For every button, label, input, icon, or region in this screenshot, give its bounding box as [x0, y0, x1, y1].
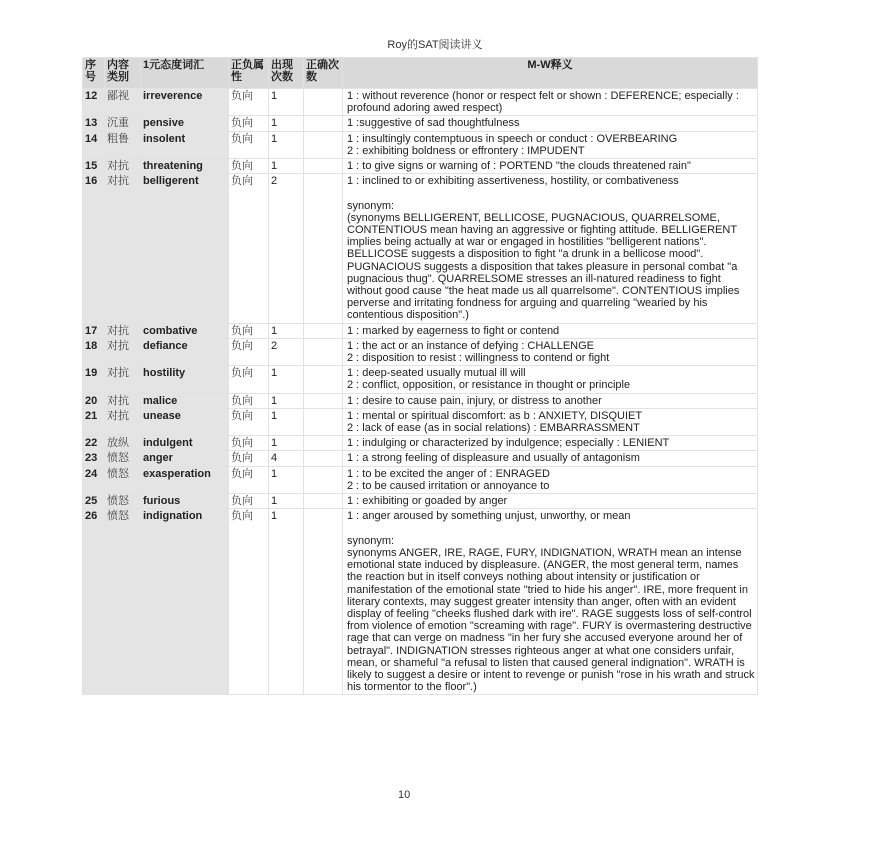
correct-count-cell [304, 131, 343, 158]
category-cell: 愤怒 [105, 466, 141, 493]
definition-cell: 1 : insultingly contemptuous in speech or conduct : OVERBEARING 2 : exhibiting boldness or effrontery : IMPUDENT [343, 131, 758, 158]
correct-count-cell [304, 338, 343, 365]
document-title: Roy的SAT阅读讲义 [387, 39, 483, 51]
correct-count-cell [304, 451, 343, 466]
row-number-cell: 12 [83, 89, 105, 116]
table-row [83, 174, 758, 323]
polarity-cell: 负向 [229, 338, 269, 365]
definition-cell: 1 : exhibiting or goaded by anger [343, 494, 758, 509]
definition-cell: 1 : inclined to or exhibiting assertiveness, hostility, or combativeness synonym: (synonyms BELLIGERENT, BELLICOSE, PUGNACIOUS, QUARRELSOME, CONTENTIOUS mean having an aggressive or fighting attitude. BELLIGERENT implies being actually at war or engaged in hostilities "belligerent nations". BELLICOSE suggests a disposition to fight "a drunk in a bellicose mood". PUGNACIOUS suggests a disposition that takes pleasure in personal combat "a pugnacious thug". QUARRELSOME stresses an ill-natured readiness to fight without good cause "the heat made us all quarrelsome". CONTENTIOUS implies perverse and irritating fondness for arguing and quarreling "wearied by his contentious disposition".) [343, 174, 758, 323]
occurrences-cell: 1 [269, 466, 304, 493]
correct-count-cell [304, 436, 343, 451]
category-cell: 愤怒 [105, 509, 141, 695]
definition-cell: 1 : desire to cause pain, injury, or distress to another [343, 393, 758, 408]
correct-count-cell [304, 159, 343, 174]
correct-count-cell [304, 323, 343, 338]
polarity-cell: 负向 [229, 323, 269, 338]
definition-cell: 1 : to give signs or warning of : PORTEND "the clouds threatened rain" [343, 159, 758, 174]
correct-count-cell [304, 466, 343, 493]
word-cell: indulgent [141, 436, 229, 451]
occurrences-cell: 1 [269, 159, 304, 174]
category-cell: 沉重 [105, 116, 141, 131]
table-row [83, 89, 758, 116]
correct-count-cell [304, 116, 343, 131]
category-cell: 愤怒 [105, 451, 141, 466]
definition-cell: 1 : deep-seated usually mutual ill will 2 : conflict, opposition, or resistance in thought or principle [343, 366, 758, 393]
page-number: 10 [398, 789, 411, 801]
row-number-cell: 13 [83, 116, 105, 131]
occurrences-cell: 1 [269, 494, 304, 509]
row-number-cell: 16 [83, 174, 105, 323]
correct-count-cell [304, 366, 343, 393]
table-row [83, 116, 758, 131]
occurrences-cell: 1 [269, 509, 304, 695]
occurrences-cell: 1 [269, 393, 304, 408]
table-row [83, 131, 758, 158]
category-cell: 对抗 [105, 338, 141, 365]
category-cell: 鄙视 [105, 89, 141, 116]
polarity-cell: 负向 [229, 366, 269, 393]
word-cell: defiance [141, 338, 229, 365]
category-cell: 对抗 [105, 408, 141, 435]
category-cell: 对抗 [105, 174, 141, 323]
table-row [83, 451, 758, 466]
vocabulary-table [82, 57, 758, 695]
polarity-cell: 负向 [229, 494, 269, 509]
table-row [83, 393, 758, 408]
correct-count-cell [304, 408, 343, 435]
word-cell: unease [141, 408, 229, 435]
definition-cell: 1 : a strong feeling of displeasure and usually of antagonism [343, 451, 758, 466]
polarity-cell: 负向 [229, 408, 269, 435]
word-cell: insolent [141, 131, 229, 158]
table-row [83, 509, 758, 695]
occurrences-cell: 1 [269, 366, 304, 393]
polarity-cell: 负向 [229, 451, 269, 466]
occurrences-cell: 1 [269, 89, 304, 116]
row-number-cell: 17 [83, 323, 105, 338]
definition-cell: 1 : to be excited the anger of : ENRAGED 2 : to be caused irritation or annoyance to [343, 466, 758, 493]
table-row [83, 408, 758, 435]
table-header-row [83, 58, 758, 89]
word-cell: belligerent [141, 174, 229, 323]
category-cell: 愤怒 [105, 494, 141, 509]
table-row [83, 159, 758, 174]
row-number-cell: 21 [83, 408, 105, 435]
header-polarity: 正负属性 [229, 58, 269, 89]
correct-count-cell [304, 393, 343, 408]
correct-count-cell [304, 174, 343, 323]
polarity-cell: 负向 [229, 466, 269, 493]
row-number-cell: 15 [83, 159, 105, 174]
table-row [83, 338, 758, 365]
polarity-cell: 负向 [229, 131, 269, 158]
definition-cell: 1 : without reverence (honor or respect felt or shown : DEFERENCE; especially : profound adoring awed respect) [343, 89, 758, 116]
correct-count-cell [304, 494, 343, 509]
word-cell: irreverence [141, 89, 229, 116]
polarity-cell: 负向 [229, 116, 269, 131]
occurrences-cell: 1 [269, 116, 304, 131]
row-number-cell: 19 [83, 366, 105, 393]
row-number-cell: 22 [83, 436, 105, 451]
occurrences-cell: 1 [269, 408, 304, 435]
word-cell: threatening [141, 159, 229, 174]
word-cell: pensive [141, 116, 229, 131]
definition-cell: 1 :suggestive of sad thoughtfulness [343, 116, 758, 131]
word-cell: hostility [141, 366, 229, 393]
category-cell: 对抗 [105, 366, 141, 393]
category-cell: 粗鲁 [105, 131, 141, 158]
header-word: 1元态度词汇 [141, 58, 229, 89]
polarity-cell: 负向 [229, 159, 269, 174]
word-cell: indignation [141, 509, 229, 695]
definition-cell: 1 : indulging or characterized by indulgence; especially : LENIENT [343, 436, 758, 451]
definition-cell: 1 : marked by eagerness to fight or contend [343, 323, 758, 338]
polarity-cell: 负向 [229, 89, 269, 116]
table-row [83, 494, 758, 509]
header-definition: M-W释义 [343, 58, 758, 89]
header-category: 内容类别 [105, 58, 141, 89]
table-row [83, 436, 758, 451]
polarity-cell: 负向 [229, 174, 269, 323]
definition-cell: 1 : the act or an instance of defying : CHALLENGE 2 : disposition to resist : willingness to contend or fight [343, 338, 758, 365]
row-number-cell: 18 [83, 338, 105, 365]
row-number-cell: 26 [83, 509, 105, 695]
category-cell: 放纵 [105, 436, 141, 451]
word-cell: anger [141, 451, 229, 466]
correct-count-cell [304, 89, 343, 116]
category-cell: 对抗 [105, 323, 141, 338]
category-cell: 对抗 [105, 159, 141, 174]
word-cell: exasperation [141, 466, 229, 493]
occurrences-cell: 1 [269, 323, 304, 338]
definition-cell: 1 : anger aroused by something unjust, unworthy, or mean synonym: synonyms ANGER, IRE, RAGE, FURY, INDIGNATION, WRATH mean an intense emotional state induced by displeasure. (ANGER, the most general term, names the reaction but in itself conveys nothing about intensity or justification or manifestation of the emotional state "tried to hide his anger". IRE, more frequent in literary contexts, may suggest greater intensity than anger, often with an evident display of feeling "cheeks flushed dark with ire". RAGE suggests loss of self-control from violence of emotion "screaming with rage". FURY is overmastering destructive rage that can verge on madness "in her fury she accused everyone around her of betrayal". INDIGNATION stresses righteous anger at what one considers unfair, mean, or shameful "a refusal to listen that caused general indignation". WRATH is likely to suggest a desire or intent to revenge or punish "rose in his wrath and struck his tormentor to the floor".) [343, 509, 758, 695]
polarity-cell: 负向 [229, 509, 269, 695]
row-number-cell: 25 [83, 494, 105, 509]
occurrences-cell: 4 [269, 451, 304, 466]
occurrences-cell: 2 [269, 174, 304, 323]
word-cell: malice [141, 393, 229, 408]
polarity-cell: 负向 [229, 436, 269, 451]
correct-count-cell [304, 509, 343, 695]
occurrences-cell: 1 [269, 436, 304, 451]
occurrences-cell: 2 [269, 338, 304, 365]
word-cell: furious [141, 494, 229, 509]
definition-cell: 1 : mental or spiritual discomfort: as b : ANXIETY, DISQUIET 2 : lack of ease (as in social relations) : EMBARRASSMENT [343, 408, 758, 435]
table-row [83, 323, 758, 338]
polarity-cell: 负向 [229, 393, 269, 408]
header-correct: 正确次数 [304, 58, 343, 89]
row-number-cell: 23 [83, 451, 105, 466]
occurrences-cell: 1 [269, 131, 304, 158]
table-row [83, 366, 758, 393]
category-cell: 对抗 [105, 393, 141, 408]
row-number-cell: 14 [83, 131, 105, 158]
word-cell: combative [141, 323, 229, 338]
header-number: 序号 [83, 58, 105, 89]
header-occurrences: 出现次数 [269, 58, 304, 89]
table-row [83, 466, 758, 493]
row-number-cell: 24 [83, 466, 105, 493]
row-number-cell: 20 [83, 393, 105, 408]
